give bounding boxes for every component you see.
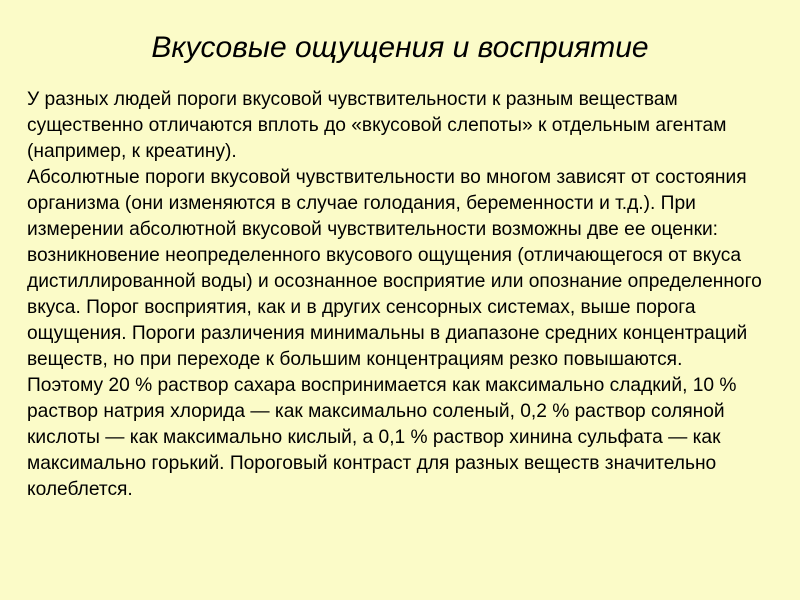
paragraph-taste-thresholds-individual: У разных людей пороги вкусовой чувствительности к разным веществам существенно отличаются вплоть до «вкусовой слепоты» к отдельным агентам (например, к креатину).: [27, 89, 727, 162]
paragraph-absolute-thresholds: Абсолютные пороги вкусовой чувствительности во многом зависят от состояния организма (они изменяются в случае голодания, беременности и т.д.). При измерении абсолютной вкусовой чувствительности возможны две ее оценки: возникновение неопределенного вкусового ощущения (отличающегося от вкуса дистиллированной воды) и осознанное восприятие или опознание определенного вкуса. Порог восприятия, как и в других сенсорных системах, выше порога ощущения. Пороги различения минимальны в диапазоне средних концентраций веществ, но при переходе к большим концентрациям резко повышаются.: [27, 167, 762, 370]
paragraph-max-concentrations: Поэтому 20 % раствор сахара воспринимается как максимально сладкий, 10 % раствор натрия хлорида — как максимально соленый, 0,2 % раствор соляной кислоты — как максимально кислый, а 0,1 % раствор хинина сульфата — как максимально горький. Пороговый контраст для разных веществ значительно колеблется.: [27, 375, 737, 500]
slide-body: [27, 87, 785, 503]
slide-title: Вкусовые ощущения и восприятие: [151, 31, 649, 64]
